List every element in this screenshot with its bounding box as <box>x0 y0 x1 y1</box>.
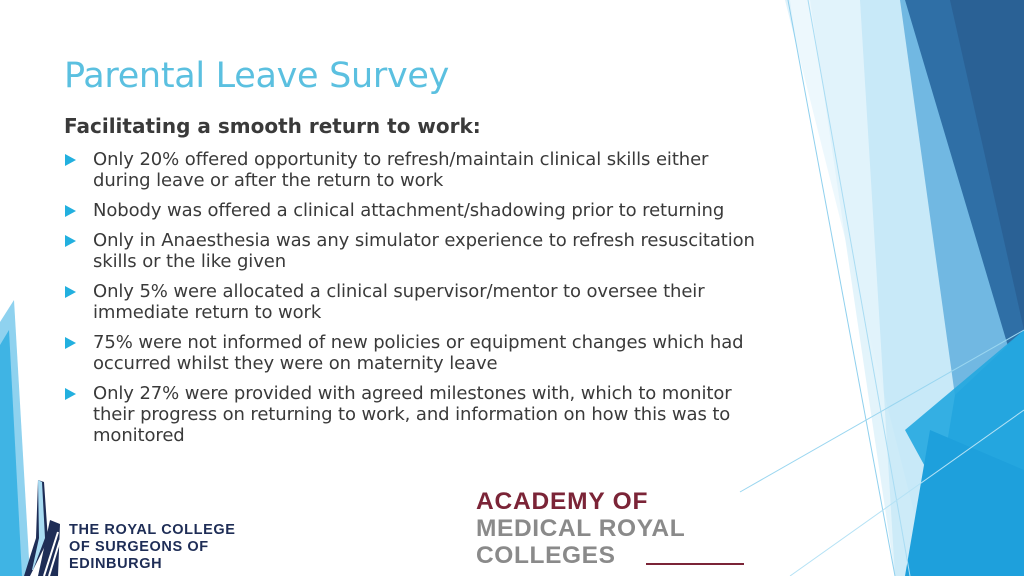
list-item <box>64 383 764 446</box>
bullet-text: 75% were not informed of new policies or equipment changes which had occurred whilst they were on maternity leave <box>93 332 744 374</box>
amrc-logo-line-1: ACADEMY OF <box>476 488 649 515</box>
list-item <box>64 149 764 191</box>
rcs-crest-icon <box>24 480 64 576</box>
bullet-text: Nobody was offered a clinical attachment/shadowing prior to returning <box>93 200 725 221</box>
bullet-list <box>64 149 764 455</box>
triangle-right-icon <box>65 388 76 400</box>
list-item <box>64 281 764 323</box>
rcs-edinburgh-logo <box>24 480 264 576</box>
triangle-right-icon <box>65 286 76 298</box>
bullet-text: Only 5% were allocated a clinical supervisor/mentor to oversee their immediate return to work <box>93 281 705 323</box>
triangle-right-icon <box>65 205 76 217</box>
triangle-right-icon <box>65 337 76 349</box>
amrc-logo-line-3: COLLEGES <box>476 542 616 569</box>
amrc-logo-rule <box>646 563 744 565</box>
slide-subtitle: Facilitating a smooth return to work: <box>64 114 481 138</box>
list-item <box>64 230 764 272</box>
list-item <box>64 332 764 374</box>
triangle-right-icon <box>65 235 76 247</box>
amrc-logo-line-2: MEDICAL ROYAL <box>476 515 686 542</box>
list-item <box>64 200 764 221</box>
slide-title: Parental Leave Survey <box>64 56 450 96</box>
triangle-right-icon <box>65 154 76 166</box>
rcs-logo-text: THE ROYAL COLLEGE OF SURGEONS OF EDINBURGH <box>69 522 236 572</box>
amrc-logo <box>476 488 766 576</box>
bullet-text: Only 20% offered opportunity to refresh/maintain clinical skills either during leave or after the return to work <box>93 149 709 191</box>
bullet-text: Only 27% were provided with agreed milestones with, which to monitor their progress on returning to work, and information on how this was to monitored <box>93 383 732 446</box>
bullet-text: Only in Anaesthesia was any simulator experience to refresh resuscitation skills or the like given <box>93 230 755 272</box>
